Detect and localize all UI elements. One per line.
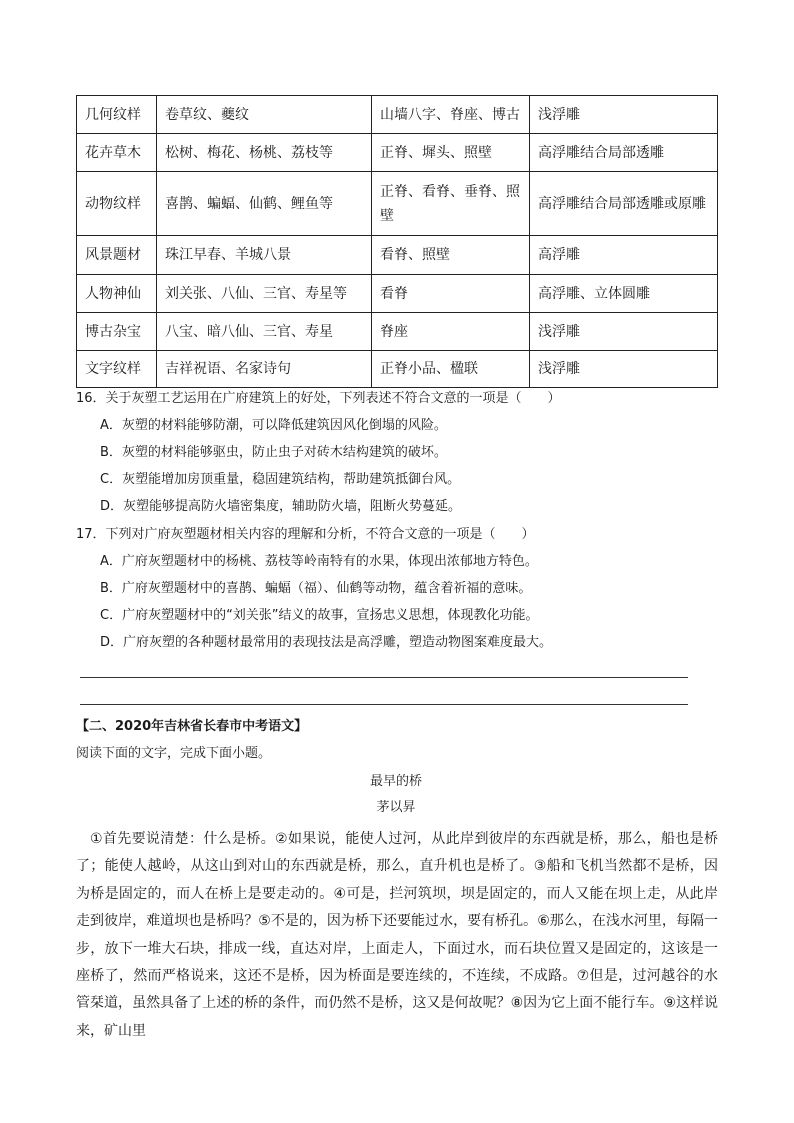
answer-line xyxy=(80,704,688,705)
table-row xyxy=(77,275,718,313)
table-cell: 花卉草木 xyxy=(77,134,157,172)
table-cell: 人物神仙 xyxy=(77,275,157,313)
table-row xyxy=(77,172,718,236)
table-cell: 几何纹样 xyxy=(77,96,157,134)
table-cell: 博古杂宝 xyxy=(77,313,157,351)
question-16-option-a: A．灰塑的材料能够防潮，可以降低建筑因风化倒塌的风险。 xyxy=(100,418,447,433)
table-cell: 高浮雕结合局部透雕 xyxy=(530,134,718,172)
relief-theme-table xyxy=(76,95,718,388)
table-cell: 松树、梅花、杨桃、荔枝等 xyxy=(157,134,372,172)
article-title: 最早的桥 xyxy=(369,774,422,789)
table-cell: 看脊 xyxy=(372,275,530,313)
table-cell: 高浮雕、立体圆雕 xyxy=(530,275,718,313)
article-author: 茅以昇 xyxy=(376,800,416,815)
table-cell: 高浮雕结合局部透雕或原雕 xyxy=(530,172,718,236)
question-17-stem: 17．下列对广府灰塑题材相关内容的理解和分析，不符合文意的一项是（ ） xyxy=(76,527,535,542)
question-17-option-a: A．广府灰塑题材中的杨桃、荔枝等岭南特有的水果，体现出浓郁地方特色。 xyxy=(100,554,538,569)
table-cell: 浅浮雕 xyxy=(530,351,718,388)
table-row xyxy=(77,236,718,275)
question-17-option-b: B．广府灰塑题材中的喜鹊、蝙蝠（福）、仙鹤等动物，蕴含着祈福的意味。 xyxy=(100,581,532,596)
question-16-option-b: B．灰塑的材料能够驱虫，防止虫子对砖木结构建筑的破坏。 xyxy=(100,445,447,460)
table-cell: 风景题材 xyxy=(77,236,157,275)
table-row xyxy=(77,313,718,351)
question-16-option-d: D．灰塑能够提高防火墙密集度，辅助防火墙，阻断火势蔓延。 xyxy=(100,499,462,514)
table-cell: 正脊、看脊、垂脊、照壁 xyxy=(372,172,530,236)
table-cell: 山墙八字、脊座、博古 xyxy=(372,96,530,134)
question-16-stem: 16．关于灰塑工艺运用在广府建筑上的好处，下列表述不符合文意的一项是（ ） xyxy=(76,391,561,406)
table-row xyxy=(77,351,718,388)
table-cell: 高浮雕 xyxy=(530,236,718,275)
question-17-option-d: D．广府灰塑的各种题材最常用的表现技法是高浮雕，塑造动物图案难度最大。 xyxy=(100,635,553,650)
question-16-option-c: C．灰塑能增加房顶重量，稳固建筑结构，帮助建筑抵御台风。 xyxy=(100,472,461,487)
section-title: 【二、2020年吉林省长春市中考语文】 xyxy=(76,719,308,734)
table-cell: 脊座 xyxy=(372,313,530,351)
table-cell: 浅浮雕 xyxy=(530,96,718,134)
answer-line xyxy=(80,677,688,678)
table-cell: 喜鹊、蝙蝠、仙鹤、鲤鱼等 xyxy=(157,172,372,236)
article-paragraph: ①首先要说清楚：什么是桥。②如果说，能使人过河，从此岸到彼岸的东西就是桥，那么，船也是桥了；能使人越岭，从这山到对山的东西就是桥，那么，直升机也是桥了。③船和飞机当然都不是桥，因为桥是固定的，而人在桥上是要走动的。④可是，拦河筑坝，坝是固定的，而人又能在坝上走，从此岸走到彼岸，难道坝也是桥吗？⑤不是的，因为桥下还要能过水，要有桥孔。⑥那么，在浅水河里，每隔一步，放下一堆大石块，排成一线，直达对岸，上面走人，下面过水，而石块位置又是固定的，这该是一座桥了，然而严格说来，这还不是桥，因为桥面是要连续的，不连续，不成路。⑦但是，过河越谷的水管栞道，虽然具备了上述的桥的条件，而仍然不是桥，这又是何故呢？⑧因为它上面不能行车。⑨这样说来，矿山里 xyxy=(76,831,718,1039)
table-cell: 文字纹样 xyxy=(77,351,157,388)
table-cell: 正脊、墀头、照壁 xyxy=(372,134,530,172)
table-cell: 八宝、暗八仙、三官、寿星 xyxy=(157,313,372,351)
table-cell: 刘关张、八仙、三官、寿星等 xyxy=(157,275,372,313)
question-17-option-c: C．广府灰塑题材中的“刘关张”结义的故事，宣扬忠义思想，体现教化功能。 xyxy=(100,608,539,623)
section-instruction: 阅读下面的文字，完成下面小题。 xyxy=(76,746,272,761)
table-row xyxy=(77,96,718,134)
table-cell: 正脊小品、楹联 xyxy=(372,351,530,388)
table-cell: 卷草纹、夔纹 xyxy=(157,96,372,134)
table-cell: 浅浮雕 xyxy=(530,313,718,351)
table-cell: 吉祥祝语、名家诗句 xyxy=(157,351,372,388)
table-cell: 看脊、照壁 xyxy=(372,236,530,275)
table-row xyxy=(77,134,718,172)
table-cell: 动物纹样 xyxy=(77,172,157,236)
table-cell: 珠江早春、羊城八景 xyxy=(157,236,372,275)
